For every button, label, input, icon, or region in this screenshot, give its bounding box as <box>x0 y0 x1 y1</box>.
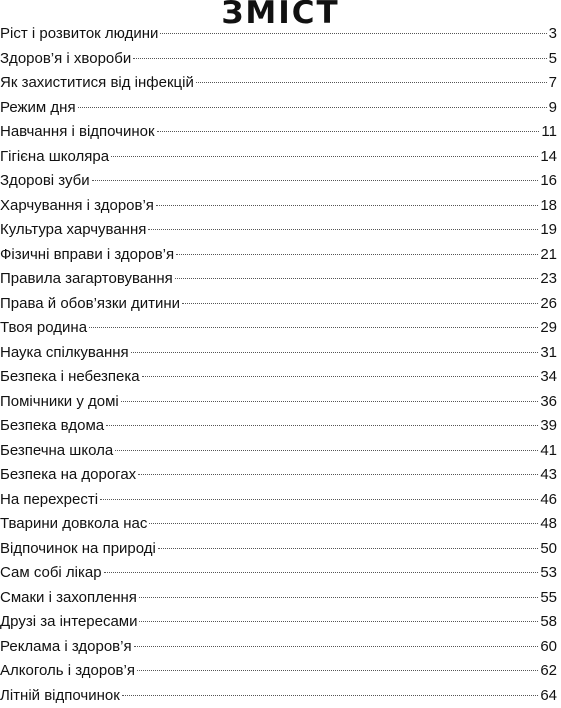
toc-entry-page-number: 53 <box>540 561 557 586</box>
dot-leader <box>111 156 538 157</box>
toc-entry-page-number: 41 <box>540 439 557 464</box>
toc-entry <box>0 610 557 635</box>
dot-leader <box>196 82 547 83</box>
toc-entry-page-number: 36 <box>540 390 557 415</box>
toc-entry-page-number: 3 <box>549 22 557 47</box>
toc-entry-title: На перехресті <box>0 488 98 513</box>
toc-entry <box>0 635 557 660</box>
toc-entry-page-number: 48 <box>540 512 557 537</box>
toc-entry <box>0 47 557 72</box>
toc-entry <box>0 194 557 219</box>
toc-entry-page-number: 60 <box>540 635 557 660</box>
dot-leader <box>106 425 538 426</box>
dot-leader <box>133 58 546 59</box>
toc-entry <box>0 243 557 268</box>
dot-leader <box>158 548 538 549</box>
toc-entry <box>0 316 557 341</box>
toc-entry <box>0 365 557 390</box>
dot-leader <box>175 278 539 279</box>
toc-entry-page-number: 43 <box>540 463 557 488</box>
toc-entry <box>0 488 557 513</box>
toc-entry-title: Смаки і захоплення <box>0 586 137 611</box>
toc-entry-title: Друзі за інтересами <box>0 610 137 635</box>
dot-leader <box>131 352 539 353</box>
toc-entry-title: Харчування і здоров’я <box>0 194 154 219</box>
dot-leader <box>121 401 539 402</box>
toc-entry-title: Гігієна школяра <box>0 145 109 170</box>
toc-entry-title: Безпека на дорогах <box>0 463 136 488</box>
toc-entry-page-number: 7 <box>549 71 557 96</box>
toc-entry-page-number: 26 <box>540 292 557 317</box>
toc-entry-page-number: 19 <box>540 218 557 243</box>
dot-leader <box>138 474 538 475</box>
toc-entry <box>0 22 557 47</box>
toc-entry-page-number: 46 <box>540 488 557 513</box>
toc-entry <box>0 512 557 537</box>
dot-leader <box>100 499 538 500</box>
toc-entry-page-number: 55 <box>540 586 557 611</box>
toc-entry-page-number: 14 <box>540 145 557 170</box>
toc-entry-title: Літній відпочинок <box>0 684 120 708</box>
toc-entry-title: Навчання і відпочинок <box>0 120 155 145</box>
toc-entry <box>0 71 557 96</box>
toc-entry-title: Тварини довкола нас <box>0 512 147 537</box>
toc-entry-title: Фізичні вправи і здоров’я <box>0 243 174 268</box>
toc-entry-title: Алкоголь і здоров’я <box>0 659 135 684</box>
toc-entry-page-number: 11 <box>541 120 557 145</box>
toc-entry-title: Культура харчування <box>0 218 146 243</box>
toc-entry <box>0 684 557 708</box>
dot-leader <box>148 229 538 230</box>
toc-entry-page-number: 50 <box>540 537 557 562</box>
toc-entry-page-number: 64 <box>540 684 557 708</box>
toc-entry-title: Режим дня <box>0 96 76 121</box>
toc-entry <box>0 414 557 439</box>
toc-entry-title: Безпека вдома <box>0 414 104 439</box>
toc-entry <box>0 586 557 611</box>
toc-entry-title: Сам собі лікар <box>0 561 102 586</box>
toc-entry-title: Здоров’я і хвороби <box>0 47 131 72</box>
dot-leader <box>160 33 546 34</box>
toc-entry-title: Реклама і здоров’я <box>0 635 132 660</box>
toc-entry-title: Безпека і небезпека <box>0 365 140 390</box>
dot-leader <box>134 646 539 647</box>
toc-entry-page-number: 62 <box>540 659 557 684</box>
toc-entry-title: Як захиститися від інфекцій <box>0 71 194 96</box>
toc-entry-title: Відпочинок на природі <box>0 537 156 562</box>
toc-entry <box>0 96 557 121</box>
toc-entry-page-number: 5 <box>549 47 557 72</box>
toc-entry <box>0 561 557 586</box>
toc-entry <box>0 169 557 194</box>
dot-leader <box>137 670 538 671</box>
toc-entry-title: Права й обов’язки дитини <box>0 292 180 317</box>
toc-entry-title: Помічники у домі <box>0 390 119 415</box>
dot-leader <box>92 180 539 181</box>
toc-entry-page-number: 34 <box>540 365 557 390</box>
toc-entry <box>0 145 557 170</box>
toc-entry <box>0 341 557 366</box>
dot-leader <box>156 205 538 206</box>
toc-entry <box>0 292 557 317</box>
toc-entry <box>0 463 557 488</box>
dot-leader <box>78 107 547 108</box>
toc-entry-title: Твоя родина <box>0 316 87 341</box>
toc-entry <box>0 659 557 684</box>
toc-entry-title: Наука спілкування <box>0 341 129 366</box>
toc-entry-title: Здорові зуби <box>0 169 90 194</box>
dot-leader <box>149 523 538 524</box>
toc-entry-title: Ріст і розвиток людини <box>0 22 158 47</box>
dot-leader <box>157 131 540 132</box>
toc-entry-page-number: 29 <box>540 316 557 341</box>
toc-entry <box>0 120 557 145</box>
toc-entry <box>0 390 557 415</box>
dot-leader <box>89 327 538 328</box>
toc-entry-page-number: 39 <box>540 414 557 439</box>
toc-entry <box>0 267 557 292</box>
dot-leader <box>115 450 538 451</box>
dot-leader <box>182 303 538 304</box>
toc-entry <box>0 537 557 562</box>
toc-entry-page-number: 23 <box>540 267 557 292</box>
toc-entry-page-number: 58 <box>540 610 557 635</box>
dot-leader <box>104 572 539 573</box>
toc-list <box>0 22 557 708</box>
dot-leader <box>139 597 538 598</box>
toc-entry <box>0 439 557 464</box>
toc-entry-page-number: 21 <box>540 243 557 268</box>
page-title: ЗМІСТ <box>0 0 561 32</box>
toc-entry-page-number: 18 <box>540 194 557 219</box>
toc-entry <box>0 218 557 243</box>
dot-leader <box>176 254 538 255</box>
dot-leader <box>142 376 539 377</box>
toc-entry-page-number: 9 <box>549 96 557 121</box>
toc-entry-page-number: 16 <box>540 169 557 194</box>
dot-leader <box>139 621 538 622</box>
toc-entry-page-number: 31 <box>540 341 557 366</box>
toc-entry-title: Безпечна школа <box>0 439 113 464</box>
dot-leader <box>122 695 539 696</box>
toc-entry-title: Правила загартовування <box>0 267 173 292</box>
